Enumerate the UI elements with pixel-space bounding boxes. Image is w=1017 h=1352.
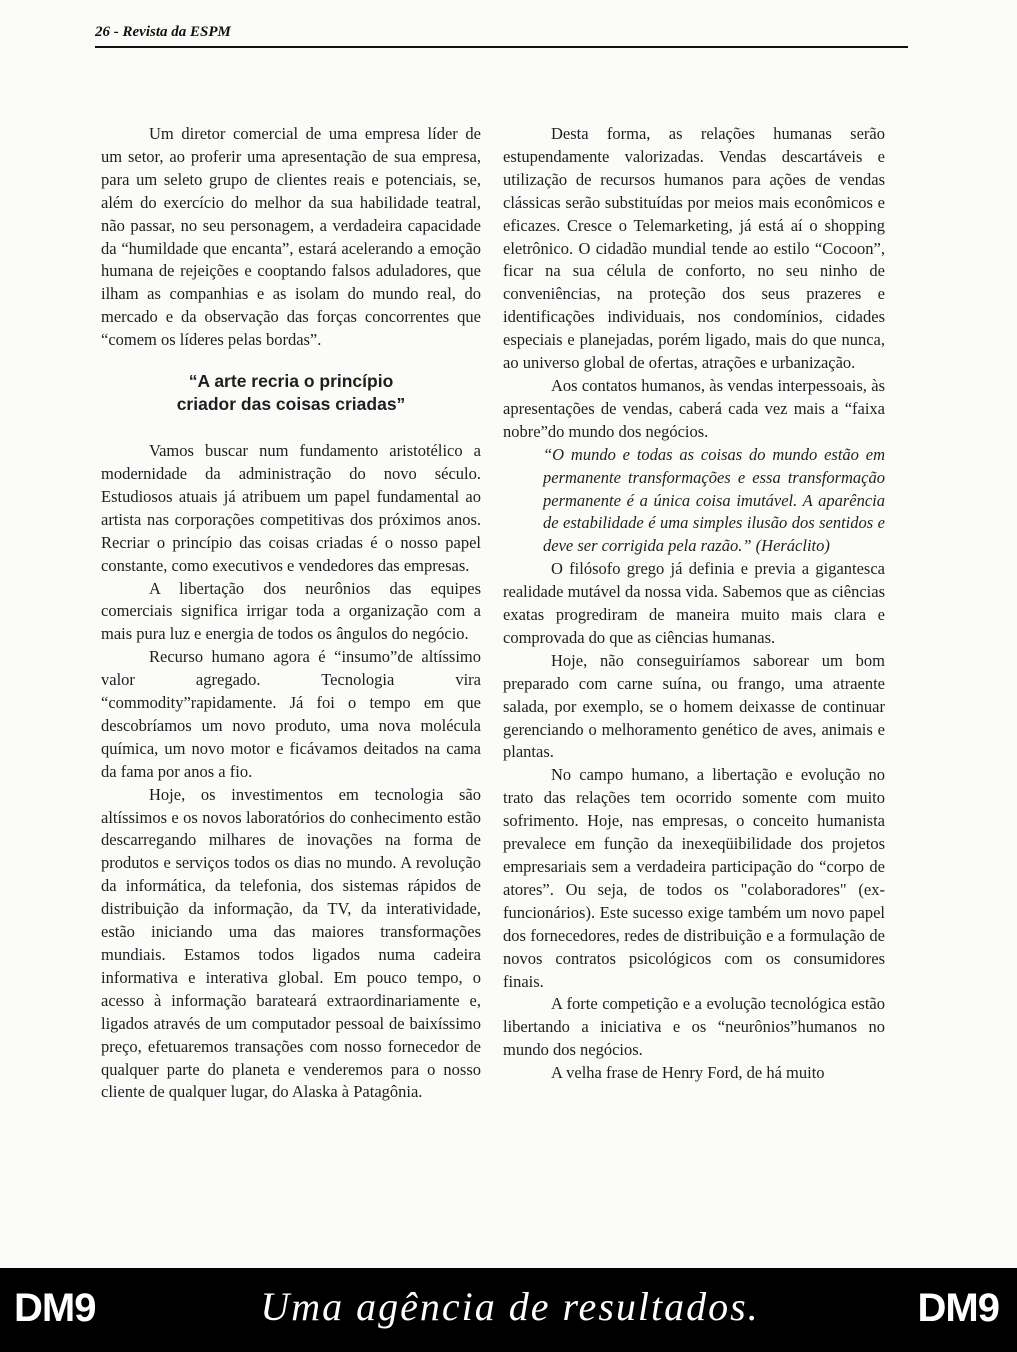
quote-attribution: (Heráclito) (755, 536, 830, 556)
paragraph: No campo humano, a libertação e evolução no trato das relações tem ocorrido somente com muito sofrimento. Hoje, nas empresas, o conceito humanista prevalece em função da inexeqüibilidade dos projetos empresariais sem a verdadeira participação do “corpo de atores”. Ou seja, de todos os "colaboradores" (ex-funcionários). Este sucesso exige também um novo papel dos fornecedores, redes de distribuição e a formulação de novos contratos psicológicos com os consumidores finais. (503, 765, 885, 991)
paragraph: Aos contatos humanos, às vendas interpessoais, às apresentações de vendas, caberá cada vez mais a “faixa nobre”do mundo dos negócios. (503, 375, 885, 441)
paragraph: Vamos buscar num fundamento aristotélico a modernidade da administração do novo século. Estudiosos atuais já atribuem um papel fundamental ao artista nas corporações competitivas dos próximos anos. Recriar o princípio das coisas criadas é o nosso papel constante, como executivos e vendedores das empresas. (101, 441, 481, 575)
left-column (101, 123, 481, 1104)
paragraph: O filósofo grego já definia e previa a gigantesca realidade mutável da nossa vida. Sabemos que as ciências exatas progrediram de maneira muito mais clara e comprovada do que as ciências humanas. (503, 559, 885, 647)
ad-slogan: Uma agência de resultados. (260, 1284, 760, 1329)
paragraph: Hoje, não conseguiríamos saborear um bom preparado com carne suína, ou frango, uma atraente salada, por exemplo, se o homem deixasse de continuar gerenciando o melhoramento genético de aves, animais e plantas. (503, 650, 885, 762)
advertisement-banner (0, 1268, 1017, 1352)
paragraph: Recurso humano agora é “insumo”de altíssimo valor agregado. Tecnologia vira “commodity”rapidamente. Já foi o tempo em que descobríamos um novo produto, uma nova molécula química, um novo motor e ficávamos deitados na cama da fama por anos a fio. (101, 647, 481, 781)
paragraph: Desta forma, as relações humanas serão estupendamente valorizadas. Vendas descartáveis e utilização de recursos humanos para ações de vendas clássicas serão substituídas por meios mais econômicos e eficazes. Cresce o Telemarketing, já está aí o shopping eletrônico. O cidadão mundial tende ao estilo “Cocoon”, ficar na sua célula de conforto, no seu ninho de conveniências, na proteção dos seus prazeres e identificações individuais, nos condomínios, cidades especiais e planejadas, porém ligado, mais do que nunca, ao universo global de ofertas, atrações e urbanização. (503, 124, 885, 373)
paragraph: Um diretor comercial de uma empresa líder de um setor, ao proferir uma apresentação de sua empresa, para um seleto grupo de clientes reais e potenciais, se, além do exercício do melhor da sua habilidade teatral, não passar, no seu personagem, a verdadeira capacidade da “humildade que encanta”, estará acelerando a emoção humana de rejeições e cooptando falsos aduladores, que ilham as companhias e as isolam do mundo real, do mercado e da observação das forças concorrentes que “comem os líderes pelas bordas”. (101, 124, 481, 350)
dm9-logo-left: DM9 (14, 1286, 96, 1330)
paragraph: A velha frase de Henry Ford, de há muito (551, 1063, 825, 1083)
section-heading-line: criador das coisas criadas” (176, 394, 406, 415)
paragraph: A libertação dos neurônios das equipes comerciais significa irrigar toda a organização com a mais pura luz e energia de todos os ângulos do negócio. (101, 578, 481, 644)
section-heading-line: “A arte recria o princípio (188, 371, 394, 392)
running-header: 26 - Revista da ESPM (95, 24, 231, 40)
section-heading (101, 370, 481, 416)
page-header (95, 22, 908, 48)
blockquote (543, 444, 885, 559)
right-column (503, 123, 885, 1085)
paragraph: Hoje, os investimentos em tecnologia são altíssimos e os novos laboratórios do conhecimento estão descarregando milhares de inovações na forma de produtos e serviços todos os dias no mundo. A revolução da informática, da telefonia, dos sistemas rápidos de distribuição da informação, da TV, da interatividade, estão iniciando uma das maiores transformações mundiais. Estamos todos ligados numa cadeira informativa e interativa global. Em pouco tempo, o acesso à informação barateará extraordinariamente e, ligados através de um computador pessoal de baixíssimo preço, efetuaremos transações com nosso fornecedor de qualquer parte do planeta e venderemos para o nosso cliente de qualquer lugar, do Alaska à Patagônia. (101, 784, 481, 1102)
dm9-logo-right: DM9 (917, 1286, 999, 1330)
paragraph: A forte competição e a evolução tecnológica estão libertando a iniciativa e os “neurônios”humanos no mundo dos negócios. (503, 994, 885, 1060)
quote-text: “O mundo e todas as coisas do mundo estão em permanente transformações e essa transformação permanente é a única coisa imutável. A aparência de estabilidade é uma simples ilusão dos sentidos e deve ser corrigida pela razão.” (543, 444, 885, 556)
